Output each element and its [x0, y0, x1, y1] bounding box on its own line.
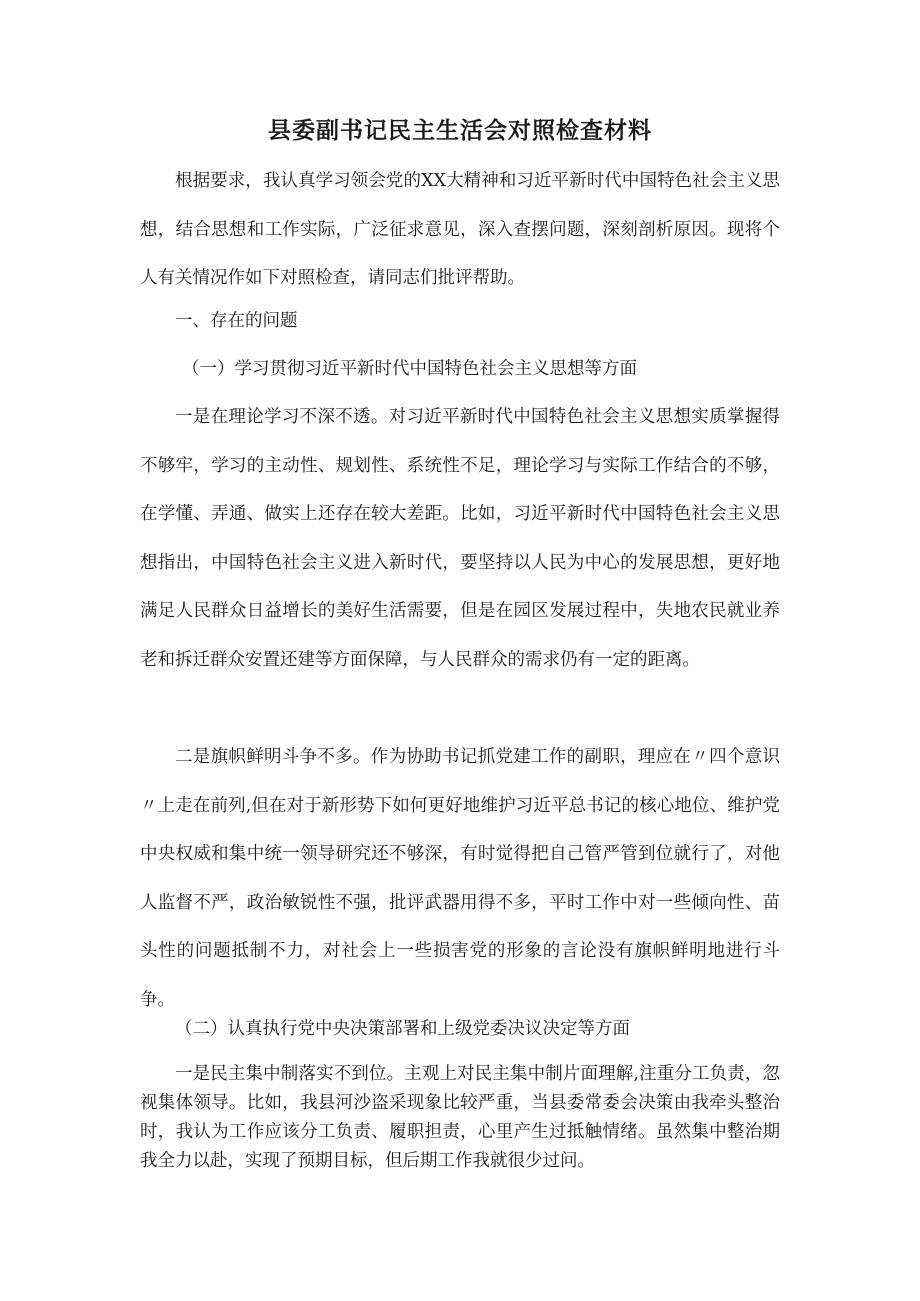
subsection-heading-study: （一）学习贯彻习近平新时代中国特色社会主义思想等方面: [182, 359, 637, 379]
paragraph-theory-study: 一是在理论学习不深不透。对习近平新时代中国特色社会主义思想实质掌握得不够牢，学习的主动性、规划性、系统性不足，理论学习与实际工作结合的不够，在学懂、弄通、做实上还存在较大差距。比如，习近平新时代中国特色社会主义思想指出，中国特色社会主义进入新时代，要坚持以人民为中心的发展思想，更好地满足人民群众日益增长的美好生活需要，但是在园区发展过程中，失地农民就业养老和拆迁群众安置还建等方面保障，与人民群众的需求仍有一定的距离。: [140, 407, 780, 670]
document-title: 县委副书记民主生活会对照检查材料: [268, 118, 652, 144]
intro-paragraph: 根据要求，我认真学习领会党的XX大精神和习近平新时代中国特色社会主义思想，结合思想和工作实际，广泛征求意见，深入查摆问题，深刻剖析原因。现将个人有关情况作如下对照检查，请同志们批评帮助。: [140, 171, 780, 288]
section-heading-problems: 一、存在的问题: [175, 311, 298, 331]
paragraph-democratic-centralism: 一是民主集中制落实不到位。主观上对民主集中制片面理解,注重分工负责，忽视集体领导。比如，我县河沙盗采现象比较严重，当县委常委会决策由我牵头整治时，我认为工作应该分工负责、履职担责，心里产生过抵触情绪。虽然集中整治期我全力以赴，实现了预期目标，但后期工作我就很少过问。: [140, 1064, 780, 1171]
paragraph-struggle: 二是旗帜鲜明斗争不多。作为协助书记抓党建工作的副职，理应在〃四个意识〃上走在前列,但在对于新形势下如何更好地维护习近平总书记的核心地位、维护党中央权威和集中统一领导研究还不够深，有时觉得把自己管严管到位就行了，对他人监督不严，政治敏锐性不强，批评武器用得不多，平时工作中对一些倾向性、苗头性的问题抵制不力，对社会上一些损害党的形象的言论没有旗帜鲜明地进行斗争。: [140, 747, 780, 1010]
subsection-heading-execution: （二）认真执行党中央决策部署和上级党委决议决定等方面: [175, 1019, 630, 1039]
